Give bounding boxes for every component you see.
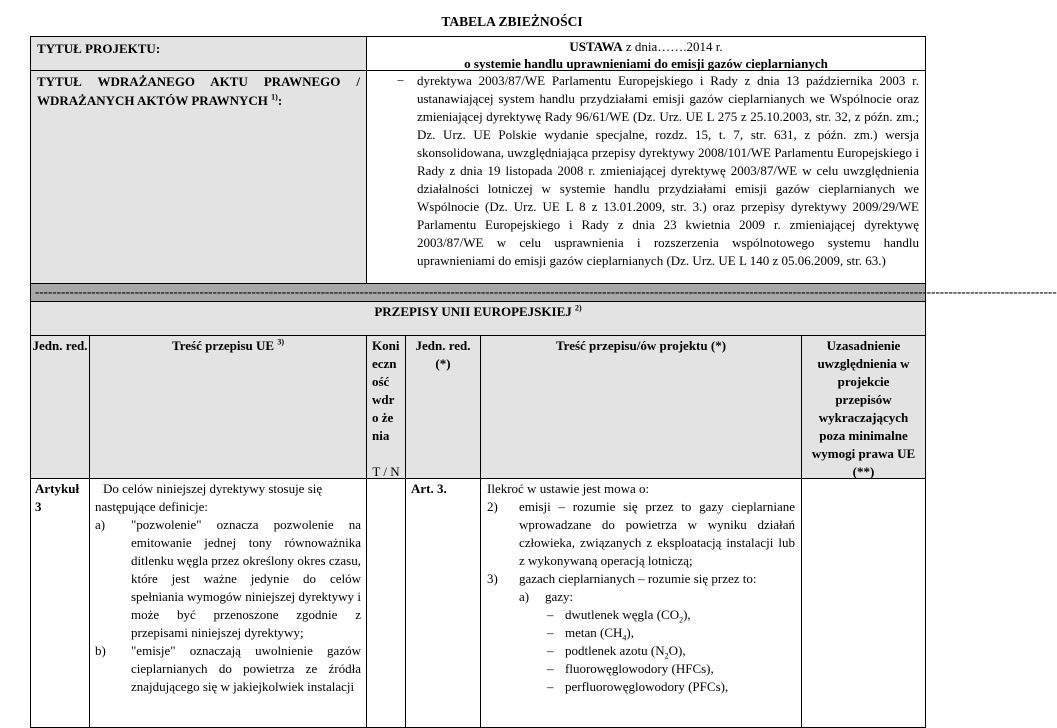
project-definition-3	[487, 570, 795, 588]
row-project-content-cell	[480, 478, 802, 728]
header-ue-content-sup: 3)	[277, 337, 284, 347]
project-def-text: emisji – rozumie się przez to gazy cieplarniane wprowadzane do powietrza w wyniku działań człowieka, związanych z eksploatacją instalacji lub z wykonywaną operacją lotniczą;	[519, 499, 795, 568]
header-unit-project-text: Jedn. red. (*)	[415, 338, 471, 371]
row-justification-cell	[801, 478, 926, 728]
row-project-unit-cell	[405, 478, 481, 728]
header-unit-text: Jedn. red.	[32, 338, 88, 353]
project-title-cell	[366, 36, 926, 71]
header-unit	[30, 335, 90, 479]
separator-dashes: --------------------------------------------------------------------------------------------------------------------------------------------------------------------------------------------------------------------------------------------	[35, 284, 1057, 299]
law-date: z dnia…….2014 r.	[622, 39, 723, 54]
header-mandatory	[366, 335, 406, 479]
law-subtitle: o systemie handlu uprawnieniami do emisji gazów cieplarnianych	[464, 56, 828, 71]
law-type: USTAWA	[569, 39, 623, 54]
row-ue-content-cell	[89, 478, 367, 728]
header-justification-text: Uzasadnienie uwzględnienia w projekcie przepisów wykraczających poza minimalne wymogi prawa UE (**)	[811, 338, 916, 479]
section-heading-cell	[30, 301, 926, 336]
project-def-text: gazach cieplarnianych – rozumie się przez to:	[519, 571, 757, 586]
header-unit-project	[405, 335, 481, 479]
document-title: TABELA ZBIEŻNOŚCI	[441, 14, 583, 29]
gases-list	[487, 606, 795, 696]
gases-key: a)	[519, 589, 530, 604]
ue-def-text: "pozwolenie" oznacza pozwolenie na emitowanie jednej tony równoważnika ditlenku węgla przez określony okres czasu, które jest ważne jedynie do celów spełniania wymogów niniejszej dyrektywy i może być przenoszone zgodnie z przepisami niniejszej dyrektywy;	[131, 517, 361, 640]
gases-label: gazy:	[545, 589, 574, 604]
row-project-unit: Art. 3.	[411, 481, 447, 496]
gas-item: – podtlenek azotu $(N_2O)$,	[545, 642, 795, 660]
project-def-key: 3)	[487, 571, 498, 586]
project-label: TYTUŁ PROJEKTU:	[37, 41, 161, 56]
ue-def-text: "emisje" oznaczają uwolnienie gazów cieplarnianych do powietrza ze źródła znajdującego się w jakiejkolwiek instalacji	[131, 643, 361, 694]
gas-item: – dwutlenek węgla $(CO_2)$,	[545, 606, 795, 624]
implemented-acts-cell	[366, 70, 926, 284]
gas-item: – fluorowęglowodory (HFCs),	[545, 660, 795, 678]
row-mandatory-cell	[366, 478, 406, 728]
header-mandatory-text: Koni eczn ość wdro żenia	[372, 338, 400, 443]
project-gases-heading	[487, 588, 795, 606]
implemented-label	[37, 72, 360, 110]
list-dash-icon: −	[397, 73, 405, 88]
separator-row	[30, 283, 1057, 302]
project-definition-2	[487, 498, 795, 570]
law-heading	[367, 38, 925, 55]
header-ue-content-text: Treść przepisu UE	[172, 338, 275, 353]
ue-def-key: b)	[95, 643, 106, 658]
gas-item: – perfluorowęglowodory (PFCs),	[545, 678, 795, 696]
ue-definition-b	[95, 642, 361, 696]
project-def-key: 2)	[487, 499, 498, 514]
header-ue-content	[89, 335, 367, 479]
implemented-label-text: TYTUŁ WDRAŻANEGO AKTU PRAWNEGO / WDRAŻANYCH AKTÓW PRAWNYCH	[37, 74, 360, 108]
header-project-content-text: Treść przepisu/ów projektu (*)	[555, 338, 727, 353]
section-heading-sup: 2)	[575, 303, 582, 313]
ue-intro: Do celów niniejszej dyrektywy stosuje się następujące definicje:	[95, 481, 323, 514]
project-intro: Ilekroć w ustawie jest mowa o:	[487, 481, 650, 496]
implemented-label-sup: 1)	[271, 92, 278, 102]
header-project-content	[480, 335, 802, 479]
implemented-label-cell	[30, 70, 367, 284]
header-mandatory-tn: T / N	[372, 464, 400, 479]
implemented-label-tail: :	[277, 93, 283, 108]
row-unit-cell	[30, 478, 90, 728]
ue-definition-a	[95, 516, 361, 642]
implemented-act-text: dyrektywa 2003/87/WE Parlamentu Europejskiego i Rady z dnia 13 października 2003 r. ustanawiającej system handlu przydziałami emisji gazów cieplarnianych we Wspólnocie oraz zmieniającej dyrektywę Rady 96/61/WE (Dz. Urz. UE L 275 z 25.10.2003, str. 32, z późn. zm.; Dz. Urz. UE Polskie wydanie specjalne, rozdz. 15, t. 7, str. 631, z późn. zm.) wersja skonsolidowana, uwzględniająca przepisy dyrektywy 2008/101/WE Parlamentu Europejskiego i Rady z dnia 19 listopada 2008 r. zmieniającej dyrektywę 2003/87/WE w celu uwzględnienia działalności lotniczej w systemie handlu przydziałami emisji gazów cieplarnianych we Wspólnocie (Dz. Urz. UE L 8 z 13.01.2009, str. 3.) oraz przepisy dyrektywy 2009/29/WE Parlamentu Europejskiego i Rady z dnia 23 kwietnia 2009 r. zmieniającej dyrektywę 2003/87/WE w celu usprawnienia i rozszerzenia wspólnotowego systemu handlu uprawnieniami do emisji gazów cieplarnianych (Dz. Urz. UE L 140 z 05.06.2009, str. 63.)	[417, 73, 919, 268]
ue-def-key: a)	[95, 517, 106, 532]
row-unit: Artykuł 3	[35, 481, 80, 514]
project-label-cell	[30, 36, 367, 71]
gas-item: – metan $(CH_4)$,	[545, 624, 795, 642]
header-justification	[801, 335, 926, 479]
section-heading: PRZEPISY UNII EUROPEJSKIEJ	[374, 304, 572, 319]
